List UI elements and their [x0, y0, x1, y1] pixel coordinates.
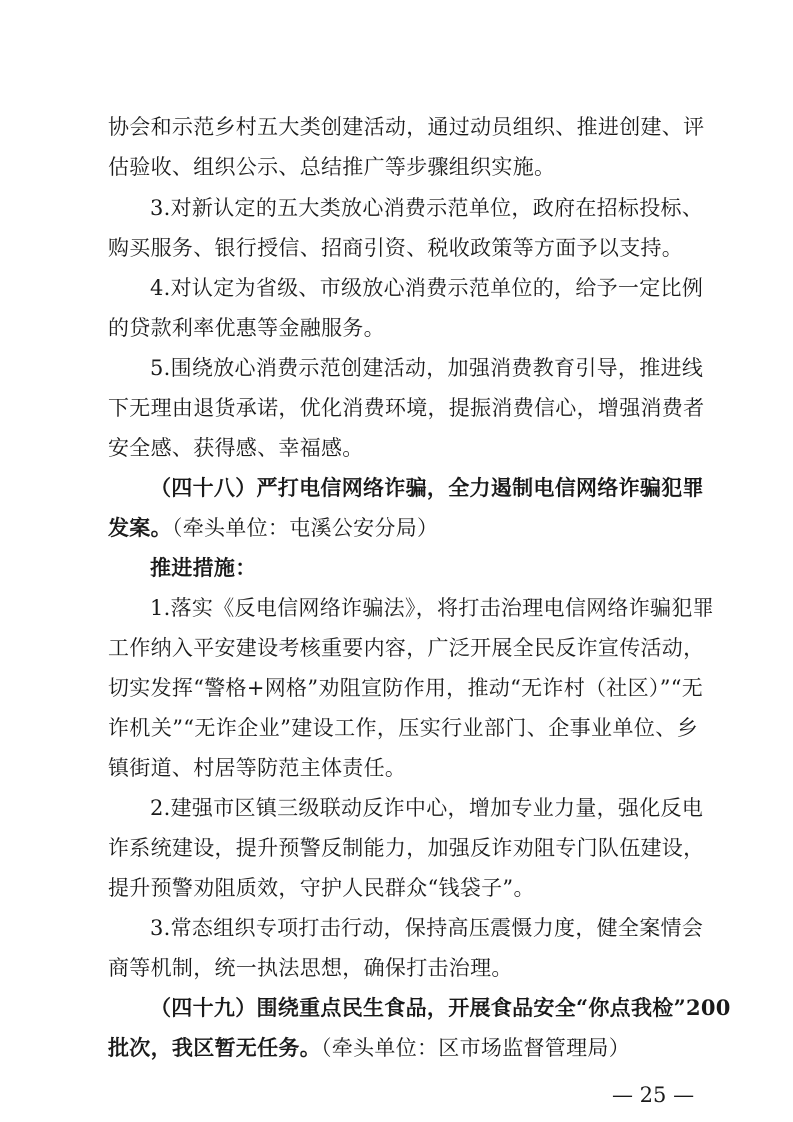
paragraph-line: 诈机关”“无诈企业”建设工作，压实行业部门、企事业单位、乡 — [108, 716, 698, 740]
paragraph-line: 购买服务、银行授信、招商引资、税收政策等方面予以支持。 — [108, 236, 684, 260]
paragraph-line: 工作纳入平安建设考核重要内容，广泛开展全民反诈宣传活动， — [108, 636, 705, 660]
paragraph-line: 协会和示范乡村五大类创建活动，通过动员组织、推进创建、评 — [108, 115, 705, 139]
paragraph-line: 商等机制，统一执法思想，确保打击治理。 — [108, 956, 513, 980]
lead-unit-text: （牵头单位：屯溪公安分局） — [171, 516, 439, 540]
paragraph-line: 5.围绕放心消费示范创建活动，加强消费教育引导，推进线 — [150, 356, 704, 380]
paragraph-line: 安全感、获得感、幸福感。 — [108, 436, 364, 460]
paragraph-line: 切实发挥“警格+网格”劝阻宣防作用，推动“无诈村（社区）”“无 — [108, 676, 704, 700]
paragraph-line: 下无理由退货承诺，优化消费环境，提振消费信心，增强消费者 — [108, 396, 705, 420]
paragraph-line: 镇街道、村居等防范主体责任。 — [108, 756, 407, 780]
section-heading-49-cont — [108, 1033, 698, 1063]
paragraph-line: 诈系统建设，提升预警反制能力，加强反诈劝阻专门队伍建设， — [108, 836, 705, 860]
paragraph-line: 的贷款利率优惠等金融服务。 — [108, 316, 385, 340]
heading-bold-text: 批次，我区暂无任务。 — [108, 1035, 321, 1060]
paragraph-line: 2.建强市区镇三级联动反诈中心，增加专业力量，强化反电 — [150, 796, 704, 820]
section-heading-48: （四十八）严打电信网络诈骗，全力遏制电信网络诈骗犯罪 — [150, 475, 704, 500]
paragraph-line: 3.常态组织专项打击行动，保持高压震慑力度，健全案情会 — [150, 916, 704, 940]
lead-unit-text: （牵头单位：区市场监督管理局） — [321, 1036, 630, 1060]
page-number: — 25 — — [612, 1083, 695, 1107]
paragraph-line: 提升预警劝阻质效，守护人民群众“钱袋子”。 — [108, 876, 535, 900]
paragraph-line: 4.对认定为省级、市级放心消费示范单位的，给予一定比例 — [150, 276, 704, 300]
paragraph-line: 1.落实《反电信网络诈骗法》，将打击治理电信网络诈骗犯罪 — [150, 596, 714, 620]
measures-heading: 推进措施： — [150, 555, 257, 580]
section-heading-49: （四十九）围绕重点民生食品，开展食品安全“你点我检”200 — [150, 995, 731, 1020]
heading-bold-text: 发案。 — [108, 515, 172, 540]
paragraph-line: 3.对新认定的五大类放心消费示范单位，政府在招标投标、 — [150, 196, 704, 220]
paragraph-line: 估验收、组织公示、总结推广等步骤组织实施。 — [108, 155, 556, 179]
section-heading-48-cont — [108, 513, 698, 543]
